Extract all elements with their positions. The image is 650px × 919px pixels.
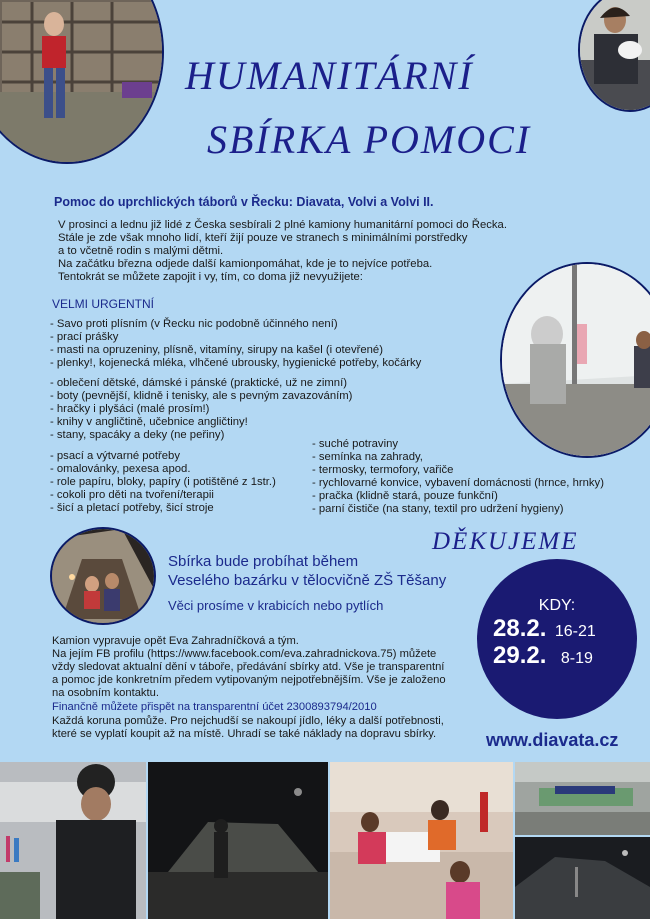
list-item: - pračka (klidně stará, pouze funkční): [312, 490, 498, 502]
info-line: Kamion vypravuje opět Eva Zahradníčková a tým.: [52, 635, 299, 647]
finance-line: Finančně můžete přispět na transparentní účet 2300893794/2010: [52, 701, 377, 713]
date-row-1: [493, 615, 596, 643]
time-2: 8-19: [560, 650, 593, 667]
date-row-2: [493, 642, 593, 670]
list-item: - stany, spacáky a deky (ne peřiny): [50, 429, 225, 441]
list-school: [50, 450, 276, 515]
kdy-label: KDY:: [538, 597, 576, 614]
intro-paragraph: [58, 219, 507, 284]
intro-line: Stále je zde však mnoho lidí, kteří žijí pouze ve stranech s minimálními porstředky: [58, 232, 468, 244]
list-item: - parní čističe (na stany, textil pro udržení hygieny): [312, 503, 564, 515]
intro-line: Tentokrát se můžete zapojit i vy, tím, co doma již nevyužijete:: [58, 271, 363, 283]
list-item: - cokoli pro děti na tvoření/terapii: [50, 489, 214, 501]
list-item: - role papíru, bloky, papíry (i potištěné z 1str.): [50, 476, 276, 488]
list-item: - semínka na zahrady,: [312, 451, 423, 463]
intro-line: Na začátku března odjede další kamionpomáhat, kde je to nejvíce potřeba.: [58, 258, 433, 270]
event-note-emphasis: krabicích nebo pytlích: [257, 598, 384, 613]
kdy-circle: [477, 559, 637, 719]
list-item: - suché potraviny: [312, 438, 399, 450]
list-item: - oblečení dětské, dámské i pánské (praktické, už ne zimní): [50, 377, 347, 389]
list-urgent: [50, 318, 421, 370]
info-line: na osobním kontaktu.: [52, 687, 159, 699]
event-note: [168, 598, 383, 613]
urgent-heading: VELMI URGENTNÍ: [52, 297, 155, 311]
photo-young-man: [0, 762, 146, 919]
photo-night-tents: [148, 762, 328, 919]
list-item: - knihy v angličtině, učebnice angličtiny!: [50, 416, 248, 428]
photo-kids-drawing: [330, 762, 513, 919]
headline: Pomoc do uprchlických táborů v Řecku: Diavata, Volvi a Volvi II.: [54, 195, 434, 209]
info-line: Na jejím FB profilu (https://www.facebook.com/eva.zahradnickova.75) můžete: [52, 648, 437, 660]
every-crown-line: které se vyplatí koupit až na místě. Uhradí se také náklady na dopravu sbírky.: [52, 728, 437, 740]
title-line-1: HUMANITÁRNÍ: [185, 53, 474, 98]
time-1: 16-21: [554, 623, 596, 640]
list-item: - masti na opruzeniny, plísně, vitamíny, sirupy na kašel (i otevřené): [50, 344, 383, 356]
photo-tent-interior: [500, 262, 650, 458]
event-line-1: Sbírka bude probíhat během: [168, 553, 359, 570]
list-item: - prací prášky: [50, 331, 119, 343]
photo-man-with-baby: [578, 0, 650, 112]
list-home: [312, 438, 604, 516]
info-line: vždy sledovat aktualní dění v táboře, předávání sbírky atd. Vše je transparentní: [52, 661, 445, 673]
photo-tent-mat: [515, 762, 650, 835]
event-note-prefix: Věci prosíme v: [168, 598, 258, 613]
photo-camp-night: [515, 837, 650, 919]
title-line-2: SBÍRKA POMOCI: [207, 117, 532, 162]
every-crown-paragraph: [52, 715, 444, 741]
photo-child-camp: [0, 0, 164, 164]
list-item: - rychlovarné konvice, vybavení domácnosti (hrnce, hrnky): [312, 477, 604, 489]
date-2: 29.2.: [493, 642, 547, 669]
thanks-text: DĚKUJEME: [432, 528, 579, 555]
list-item: - hračky i plyšáci (malé prosím!): [50, 403, 210, 415]
every-crown-line: Každá koruna pomůže. Pro nejchudší se nakoupí jídlo, léky a další potřebnosti,: [52, 715, 444, 727]
photo-kids-tent: [50, 527, 156, 625]
date-1: 28.2.: [493, 615, 547, 642]
event-line-2: Veselého bazárku v tělocvičně ZŠ Těšany: [168, 572, 447, 589]
website-link[interactable]: www.diavata.cz: [486, 730, 619, 750]
info-paragraph: [52, 635, 446, 700]
intro-line: a to včetně rodin s malými dětmi.: [58, 245, 224, 257]
list-item: - termosky, termofory, vařiče: [312, 464, 454, 476]
intro-line: V prosinci a lednu již lidé z Česka sesbírali 2 plné kamiony humanitární pomoci do Řecka.: [58, 219, 507, 231]
list-item: - omalovánky, pexesa apod.: [50, 463, 191, 475]
list-clothes: [50, 377, 352, 442]
list-item: - psací a výtvarné potřeby: [50, 450, 180, 462]
list-item: - plenky!, kojenecká mléka, vlhčené ubrousky, hygienické potřeby, kočárky: [50, 357, 422, 369]
info-line: a pomoc jde konkretním předem vytipovaným nejpotřebnějším. Vše je založeno: [52, 674, 446, 686]
list-item: - boty (pevnější, klidně i tenisky, ale s pevným zavazováním): [50, 390, 353, 402]
list-item: - Savo proti plísním (v Řecku nic podobně účinného není): [50, 318, 338, 330]
list-item: - šicí a pletací potřeby, šicí stroje: [50, 502, 214, 514]
